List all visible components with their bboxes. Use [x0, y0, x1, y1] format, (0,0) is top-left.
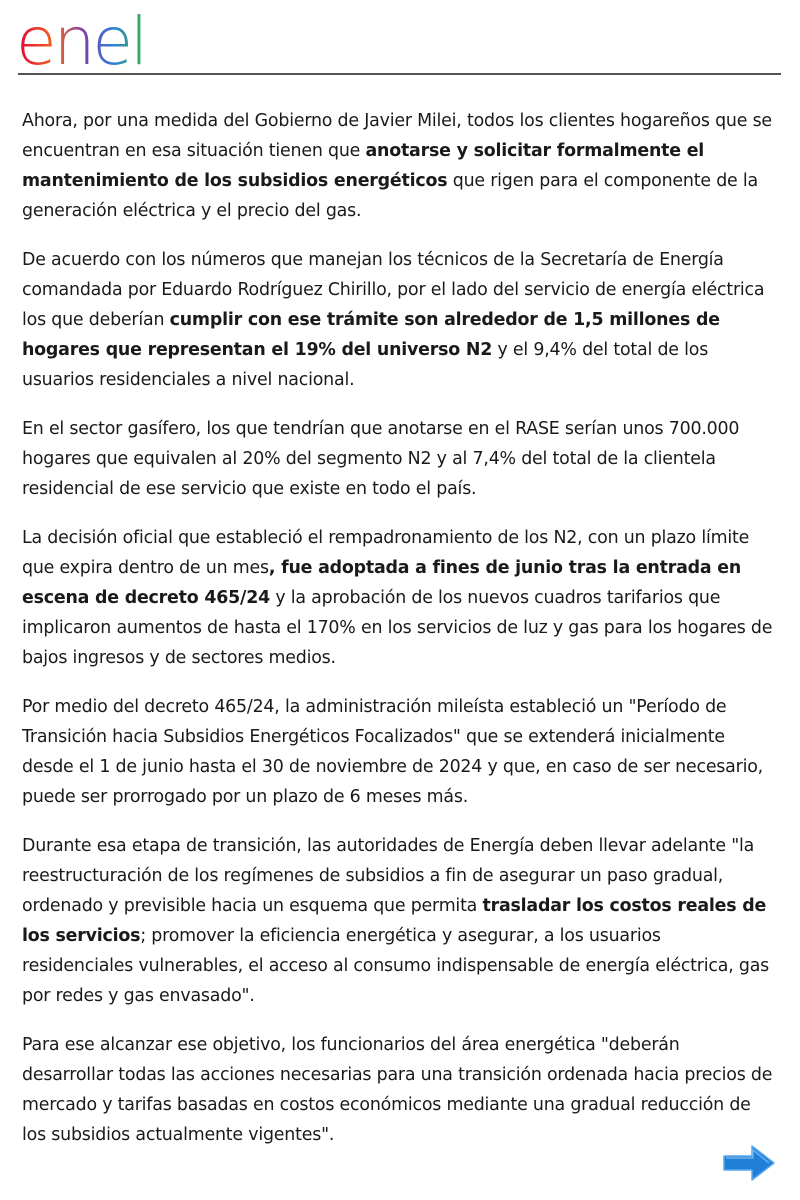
- paragraph-2-text-end: y el 9,4% del total de los usuarios residenciales a nivel nacional.: [22, 340, 709, 390]
- paragraph-6-text: Durante esa etapa de transición, las autoridades de Energía deben llevar adelante "la reestructuración de los regímenes de subsidios a fin de asegurar un paso gradual, ordenado y previsible hacia un esquema que permita: [22, 836, 755, 916]
- paragraph-4-bold: , fue adoptada a fines de junio tras la entrada en escena de decreto 465/24: [22, 558, 742, 608]
- paragraph-2: [22, 245, 774, 395]
- paragraph-1-text: Ahora, por una medida del Gobierno de Javier Milei, todos los clientes hogareños que se encuentran en esa situación tienen que: [22, 111, 772, 161]
- article-body: [22, 106, 774, 1169]
- arrow-right-icon: [724, 1146, 774, 1180]
- paragraph-4-text-end: y la aprobación de los nuevos cuadros tarifarios que implicaron aumentos de hasta el 170% en los servicios de luz y gas para los hogares de bajos ingresos y de sectores medios.: [22, 588, 773, 668]
- paragraph-6-text-end: ; promover la eficiencia energética y asegurar, a los usuarios residenciales vulnerables, el acceso al consumo indispensable de energía eléctrica, gas por redes y gas envasado".: [22, 926, 770, 1006]
- paragraph-1-bold: anotarse y solicitar formalmente el mantenimiento de los subsidios energéticos: [22, 141, 705, 191]
- paragraph-3: [22, 414, 774, 504]
- paragraph-2-bold: cumplir con ese trámite son alrededor de 1,5 millones de hogares que representan el 19% del universo N2: [22, 310, 720, 360]
- paragraph-4-text: La decisión oficial que estableció el rempadronamiento de los N2, con un plazo límite que expira dentro de un mes: [22, 528, 750, 578]
- paragraph-5: [22, 692, 774, 812]
- paragraph-7-text: Para ese alcanzar ese objetivo, los funcionarios del área energética "deberán desarrollar todas las acciones necesarias para una transición ordenada hacia precios de mercado y tarifas basadas en costos económicos mediante una gradual reducción de los subsidios actualmente vigentes".: [22, 1035, 773, 1145]
- next-page-button[interactable]: [722, 1144, 776, 1182]
- header-divider: [18, 73, 781, 75]
- paragraph-4: [22, 523, 774, 673]
- paragraph-1: [22, 106, 774, 226]
- paragraph-5-text: Por medio del decreto 465/24, la administración mileísta estableció un "Período de Transición hacia Subsidios Energéticos Focalizados" que se extenderá inicialmente desde el 1 de junio hasta el 30 de noviembre de 2024 y que, en caso de ser necesario, puede ser prorrogado por un plazo de 6 meses más.: [22, 697, 763, 807]
- paragraph-3-text: En el sector gasífero, los que tendrían que anotarse en el RASE serían unos 700.000 hogares que equivalen al 20% del segmento N2 y al 7,4% del total de la clientela residencial de ese servicio que existe en todo el país.: [22, 419, 740, 499]
- paragraph-2-text: De acuerdo con los números que manejan los técnicos de la Secretaría de Energía comandada por Eduardo Rodríguez Chirillo, por el lado del servicio de energía eléctrica los que deberían: [22, 250, 765, 330]
- paragraph-7: [22, 1030, 774, 1150]
- paragraph-1-text-end: que rigen para el componente de la generación eléctrica y el precio del gas.: [22, 171, 758, 221]
- paragraph-6-bold: trasladar los costos reales de los servicios: [22, 896, 767, 946]
- svg-text:enel: enel: [16, 8, 146, 70]
- page-header: [0, 0, 800, 76]
- enel-logo[interactable]: [16, 8, 180, 70]
- paragraph-6: [22, 831, 774, 1011]
